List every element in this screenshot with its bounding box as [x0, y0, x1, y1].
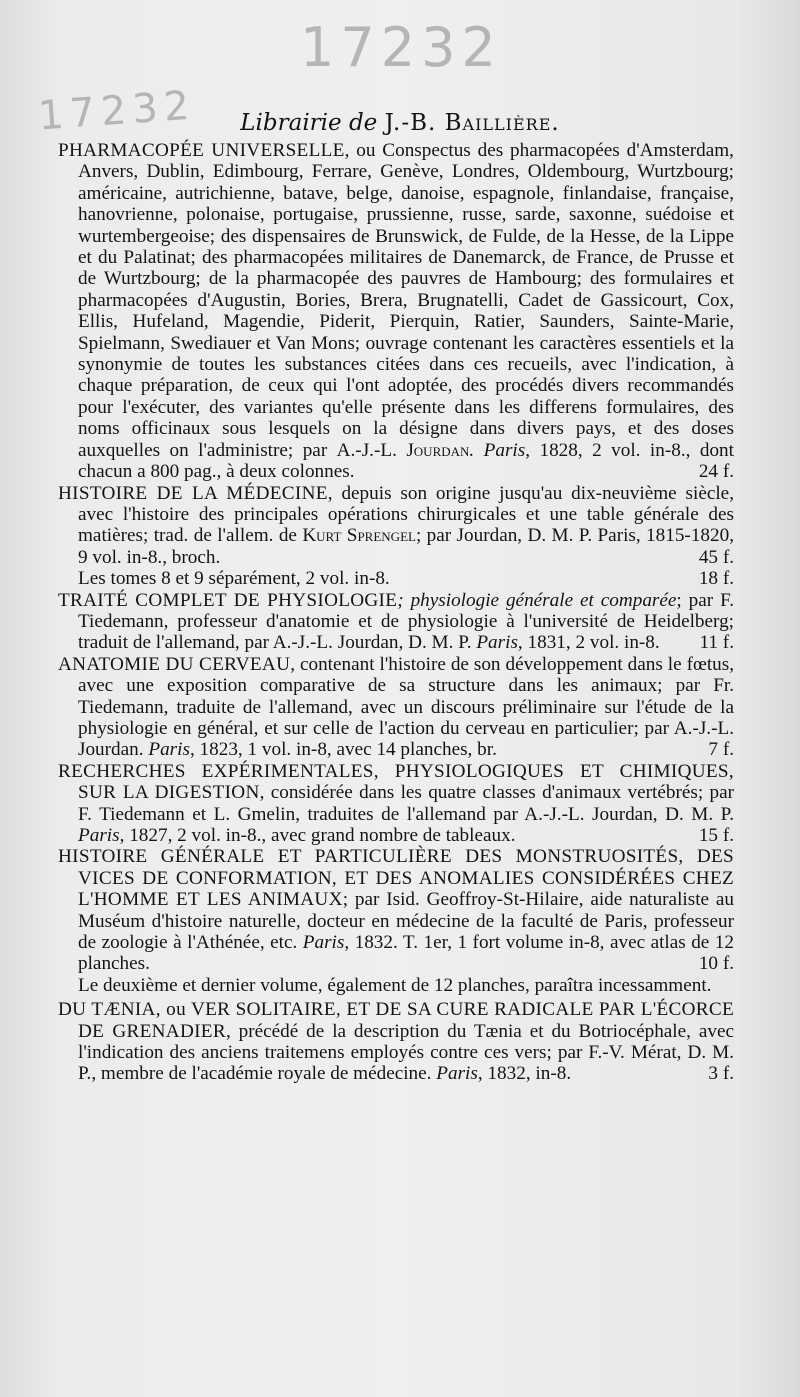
entry-imprint: , 1831, 2 vol. in-8. [517, 632, 660, 654]
entry-imprint: , 1828, 2 vol. in-8., dont chacun a 800 pag., à deux colonnes. [78, 439, 734, 483]
entry-title: PHARMACOPÉE UNIVERSELLE [58, 140, 345, 161]
entry-description: , ou Conspectus des pharmacopées d'Amsterdam, Anvers, Dublin, Edimbourg, Ferrare, Genève, Londres, Oldembourg, Wurtzbourg; américaine, autrichienne, batave, belge, danoise, espagnole, finlandaise, française, hanovrienne, polonaise, portugaise, prussienne, russe, sarde, saxonne, suédoise et wurtembergeoise; des dispensaires de Brunswick, de Fulde, de la Hesse, de la Lippe et du Palatinat; des pharmacopées militaires de Danemarck, de France, de Prusse et de Wurtzbourg; de la pharmacopée des pauvres de Hambourg; des formulaires et pharmacopées d'Augustin, Bories, Brera, Brugnatelli, Cadet de Gassicourt, Cox, Ellis, Hufeland, Magendie, Piderit, Pierquin, Ratier, Saunders, Sainte-Marie, Spielmann, Swediauer et Van Mons; ouvrage contenant les caractères essentiels et la synonymie de toutes les substances citées dans ces recueils, avec l'indication, à chaque préparation, de ceux qui l'ont adoptée, des procédés divers recommandés pour l'exécuter, des variantes qu'elle présente dans les differens formulaires, des noms officinaux sous lesquels on la désigne dans divers pays, et des doses auxquelles on l'administre; par [78, 140, 734, 461]
entry-price: 10 f. [698, 953, 734, 975]
entry-place: Paris [78, 825, 120, 846]
entry-note-text: Le deuxième et dernier volume, également de 12 planches, paraîtra incessamment. [78, 974, 712, 996]
catalog-entry-note [58, 975, 734, 996]
catalog-entry-anatomie-cerveau [58, 654, 734, 761]
entry-price: 24 f. [698, 461, 734, 483]
entry-subtitle: ; physiologie générale et comparée [397, 589, 677, 611]
header-prefix: Librairie de [240, 110, 378, 136]
entry-title: TRAITÉ COMPLET DE PHYSIOLOGIE [58, 589, 398, 611]
entry-description: , considérée dans les quatre classes d'animaux vertébrés; par F. Tiedemann et L. Gmelin, traduites de l'allemand par A.-J.-L. Jourdan, D. M. P. [78, 782, 734, 825]
catalog-entry-histoire-medecine [58, 483, 734, 569]
header-publisher: J.-B. Baillière. [384, 110, 560, 136]
entry-description: ; par Isid. Geoffroy-St-Hilaire, aide naturaliste au Muséum d'histoire naturelle, docteur en médecine de la faculté de Paris, professeur de zoologie à l'Athénée, etc. [78, 889, 734, 954]
catalog-entry-traite-physiologie [58, 590, 734, 654]
entry-place: Paris [436, 1063, 478, 1085]
entry-title: HISTOIRE GÉNÉRALE ET PARTICULIÈRE DES MONSTRUOSITÉS, DES VICES DE CONFORMATION, ET DES ANOMALIES CONSIDÉRÉES CHEZ L'HOMME ET LES ANIMAUX [58, 846, 734, 911]
catalog-list [58, 140, 734, 1085]
entry-imprint: ; par Jourdan, D. M. P. Paris, 1815-1820, 9 vol. in-8., broch. [78, 525, 734, 568]
entry-place: Paris [302, 932, 345, 954]
entry-description: , contenant l'histoire de son développement dans le fœtus, avec une exposition comparative de sa structure dans les animaux; par Fr. Tiedemann, traduite de l'allemand, avec un discours préliminaire sur l'étude de la physiologie en général, et sur celle de l'action du cerveau en particulier; par A.-J.-L. Jourdan. [78, 653, 735, 761]
entry-author: A.-J.-L. Jourdan [336, 439, 470, 461]
entry-place: Paris [148, 739, 190, 761]
catalog-entry-digestion [58, 761, 734, 847]
catalog-entry-note [58, 568, 734, 589]
entry-imprint: , 1832. T. 1er, 1 fort volume in-8, avec atlas de 12 planches. [78, 932, 734, 975]
entry-price: 3 f. [708, 1063, 734, 1085]
entry-note-text: Les tomes 8 et 9 séparément, 2 vol. in-8. [78, 568, 390, 590]
entry-price: 11 f. [699, 632, 734, 654]
entry-description: , depuis son origine jusqu'au dix-neuvième siècle, avec l'histoire des principales opérations chirurgicales et une table générale des matières; trad. de l'allem. de [78, 482, 734, 547]
entry-title: RECHERCHES EXPÉRIMENTALES, PHYSIOLOGIQUES ET CHIMIQUES, SUR LA DIGESTION [58, 760, 734, 804]
pencil-marginalia-side: 17232 [36, 82, 197, 140]
entry-imprint: , 1827, 2 vol. in-8., avec grand nombre de tableaux. [119, 825, 516, 846]
catalog-entry-pharmacopee [58, 140, 734, 483]
entry-price: 7 f. [708, 739, 734, 761]
entry-title: DU TÆNIA, ou VER SOLITAIRE, ET DE SA CURE RADICALE PAR L'ÉCORCE DE GRENADIER [58, 999, 734, 1042]
entry-title: HISTOIRE DE LA MÉDECINE [58, 482, 328, 504]
entry-place: Paris [476, 632, 518, 654]
entry-place: . Paris [469, 439, 526, 461]
entry-price: 15 f. [698, 825, 734, 846]
entry-description: , précédé de la description du Tænia et du Botriocéphale, avec l'indication des anciens traitemens employés contre ces vers; par F.-V. Mérat, D. M. P., membre de l'académie royale de médecine. [78, 1020, 734, 1085]
catalog-entry-monstruosites [58, 846, 734, 974]
entry-note-price: 18 f. [698, 568, 734, 590]
entry-imprint: , 1823, 1 vol. in-8, avec 14 planches, br. [189, 739, 497, 761]
entry-author: Kurt Sprengel [302, 525, 416, 547]
entry-title: ANATOMIE DU CERVEAU [58, 653, 291, 675]
entry-description: ; par F. Tiedemann, professeur d'anatomie et de physiologie à l'université de Heidelberg; traduit de l'allemand, par A.-J.-L. Jourdan, D. M. P. [78, 589, 735, 654]
catalog-entry-taenia [58, 999, 734, 1085]
pencil-marginalia-top: 17232 [300, 16, 502, 79]
entry-price: 45 f. [698, 546, 734, 568]
entry-imprint: , 1832, in-8. [477, 1063, 572, 1085]
page-header [0, 110, 800, 140]
